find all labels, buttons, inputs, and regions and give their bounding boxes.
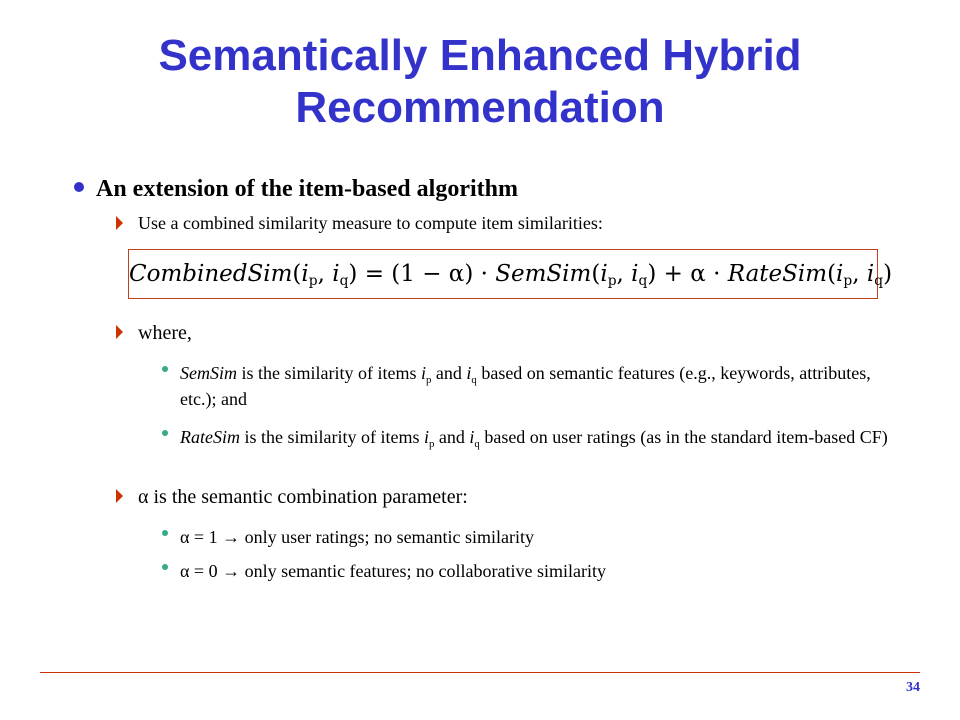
formula-ratesim: RateSim — [727, 261, 828, 287]
dot-bullet-icon — [162, 530, 168, 536]
ratesim-definition-text: RateSim is the similarity of items $i_p$ and $i_q$ based on user ratings (as in the standard item-based CF) — [180, 427, 888, 450]
arrow-bullet-icon — [116, 489, 123, 503]
slide-title: Semantically Enhanced Hybrid Recommendation — [158, 31, 802, 132]
alpha-zero-text: α = 0 → only semantic features; no collaborative similarity — [180, 561, 606, 581]
bullet-dot-icon — [74, 182, 84, 192]
where-text: where, — [138, 322, 192, 344]
formula-combinedsim: CombinedSim — [129, 261, 293, 287]
arrow-bullet-icon — [116, 325, 123, 339]
combined-sim-formula: $CombinedSim(i_p$, $i_q) = (1 - \alpha)$ · $SemSim(i_p$, $i_q) + \alpha$ · $RateSim(i_p$, $i_q$) — [128, 249, 878, 299]
alpha-one-text: α = 1 → only user ratings; no semantic similarity — [180, 527, 535, 547]
page-number: 34 — [906, 680, 920, 695]
main-bullet-text: An extension of the item-based algorithm — [96, 176, 518, 202]
dot-bullet-icon — [162, 430, 168, 436]
arrow-bullet-icon — [116, 216, 123, 230]
dot-bullet-icon — [162, 366, 168, 372]
formula-plus-alpha: + α · — [656, 261, 728, 287]
dot-bullet-icon — [162, 564, 168, 570]
alpha-text: α is the semantic combination parameter: — [138, 486, 468, 508]
formula-middle: = (1 − α) · — [357, 261, 496, 287]
sub-bullet-combined-text: Use a combined similarity measure to compute item similarities: — [138, 213, 603, 233]
formula-semsim: SemSim — [495, 261, 592, 287]
semsim-definition-text: SemSim is the similarity of items $i_p$ and $i_q$ based on semantic features (e.g., keywords, attributes, etc.); and — [180, 363, 871, 409]
footer-rule — [40, 672, 920, 673]
